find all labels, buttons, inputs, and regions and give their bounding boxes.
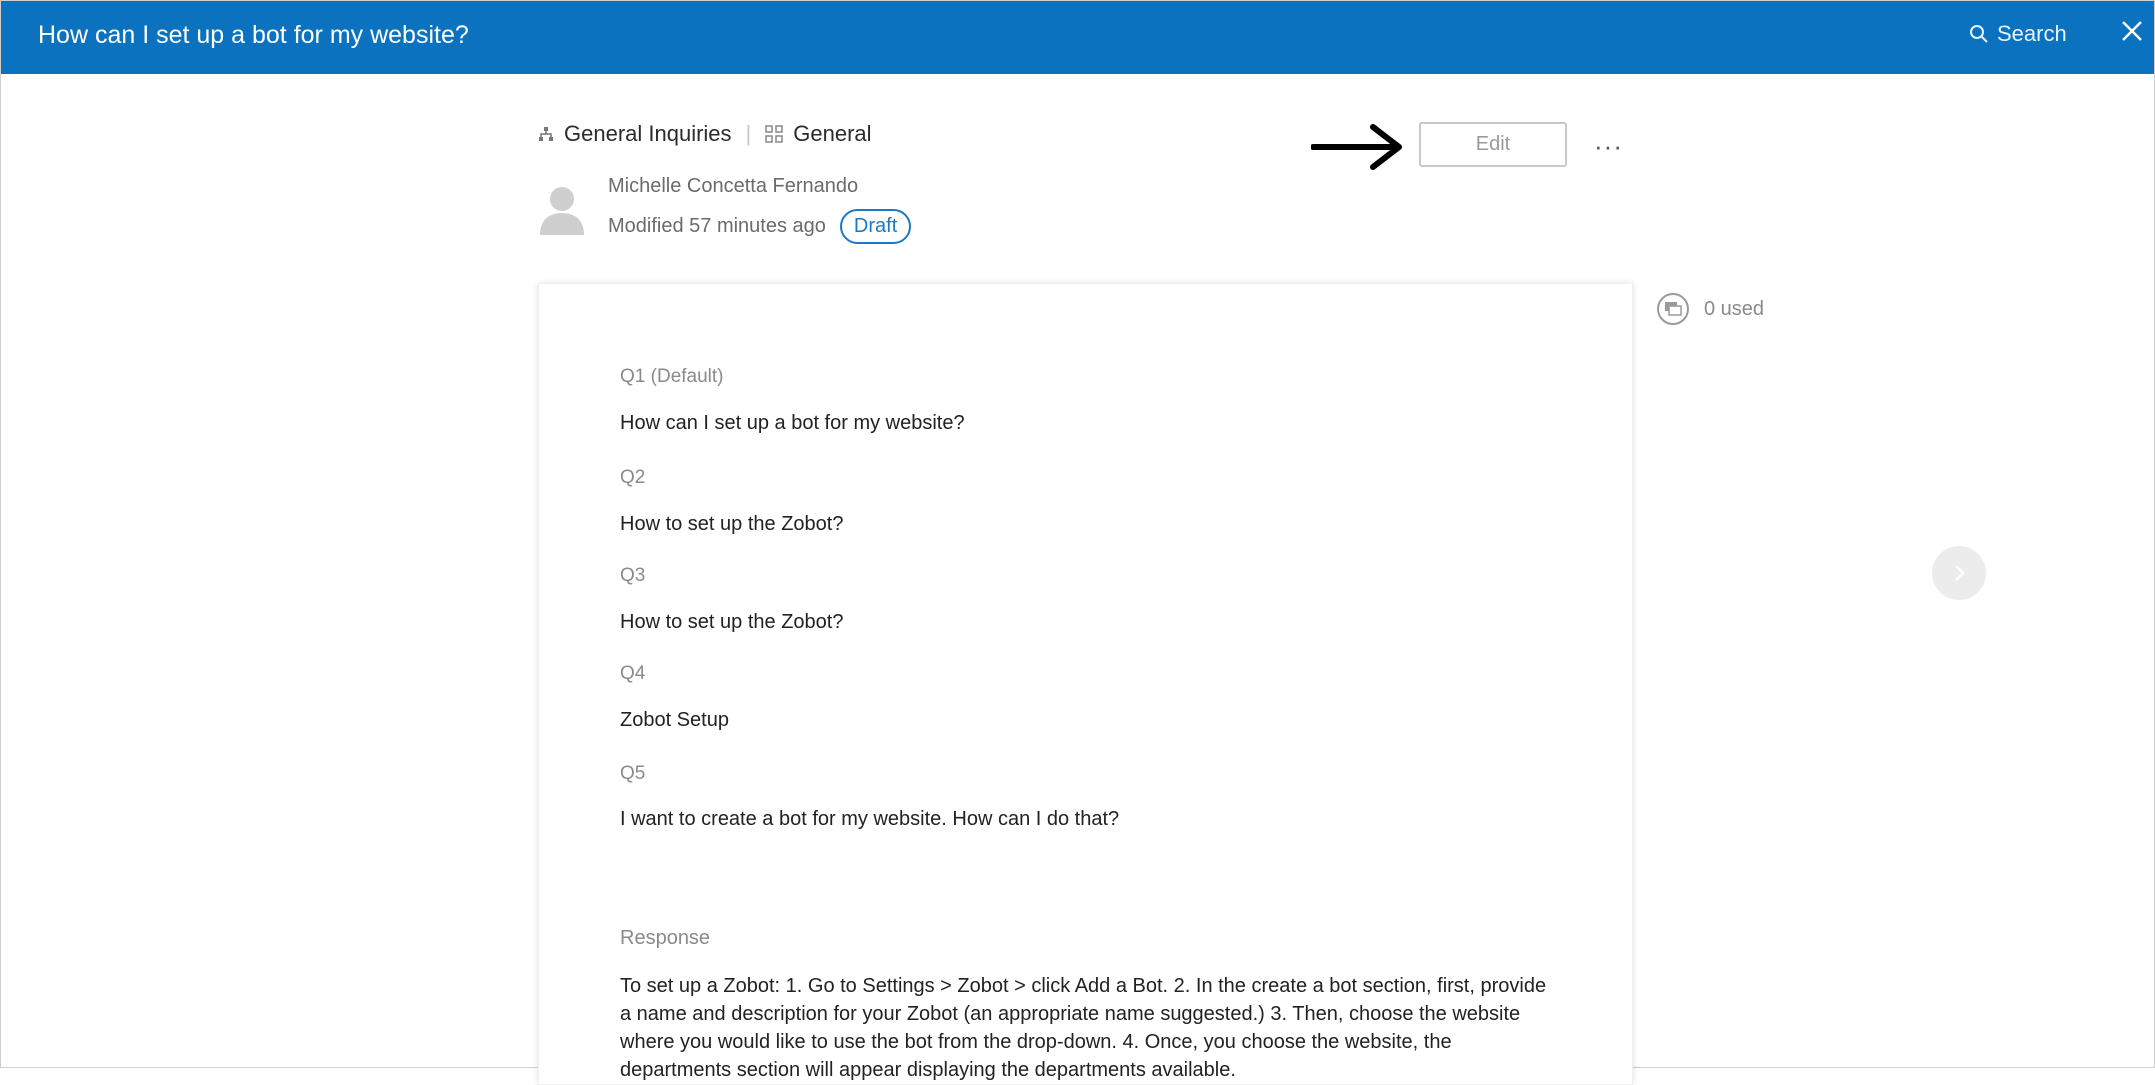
arrow-right-icon — [1311, 122, 1406, 172]
question-label: Q2 — [620, 467, 646, 488]
question-text: Zobot Setup — [620, 709, 729, 731]
question-text: How can I set up a bot for my website? — [620, 412, 965, 434]
response-text: To set up a Zobot: 1. Go to Settings > Zobot > click Add a Bot. 2. In the create a bot section, first, provide a name and description for your Zobot (an appropriate name suggested.) 3. Then, choose the website where you would like to use the bot from the drop-down. 4. Once, you choose the website, the departments section will appear displaying the departments available. — [620, 975, 1547, 1081]
modified-row — [608, 209, 911, 244]
page-title: How can I set up a bot for my website? — [38, 21, 469, 49]
question-label: Q5 — [620, 763, 646, 784]
usage-label: 0 used — [1704, 297, 1765, 320]
close-icon[interactable] — [2118, 17, 2146, 45]
question-text: How to set up the Zobot? — [620, 513, 844, 535]
next-button[interactable] — [1932, 546, 1986, 600]
search-label: Search — [1997, 21, 2067, 46]
modified-time: Modified 57 minutes ago — [608, 215, 826, 237]
avatar-icon — [538, 183, 586, 235]
breadcrumb-separator: | — [745, 121, 752, 146]
more-options-icon[interactable]: ··· — [1594, 131, 1623, 161]
search-icon — [1969, 24, 1989, 44]
status-badge: Draft — [840, 209, 911, 244]
category-link[interactable]: General — [793, 121, 872, 146]
department-link[interactable]: General Inquiries — [564, 121, 732, 146]
department-icon — [538, 126, 554, 142]
article-card — [538, 283, 1633, 1085]
article-meta — [538, 121, 898, 237]
breadcrumb — [538, 121, 872, 147]
question-label: Q1 (Default) — [620, 366, 724, 387]
search-button[interactable] — [1969, 21, 2067, 47]
question-label: Q4 — [620, 663, 646, 684]
question-text: How to set up the Zobot? — [620, 611, 844, 633]
question-text: I want to create a bot for my website. How can I do that? — [620, 808, 1120, 830]
question-label: Q3 — [620, 565, 646, 586]
usage-count — [1656, 292, 1764, 326]
chevron-right-icon — [1949, 563, 1969, 583]
header-bar — [1, 1, 2154, 74]
author-name: Michelle Concetta Fernando — [608, 175, 859, 197]
edit-button[interactable]: Edit — [1419, 122, 1567, 167]
category-icon — [765, 125, 783, 143]
usage-icon — [1656, 292, 1690, 326]
response-label: Response — [620, 927, 711, 949]
